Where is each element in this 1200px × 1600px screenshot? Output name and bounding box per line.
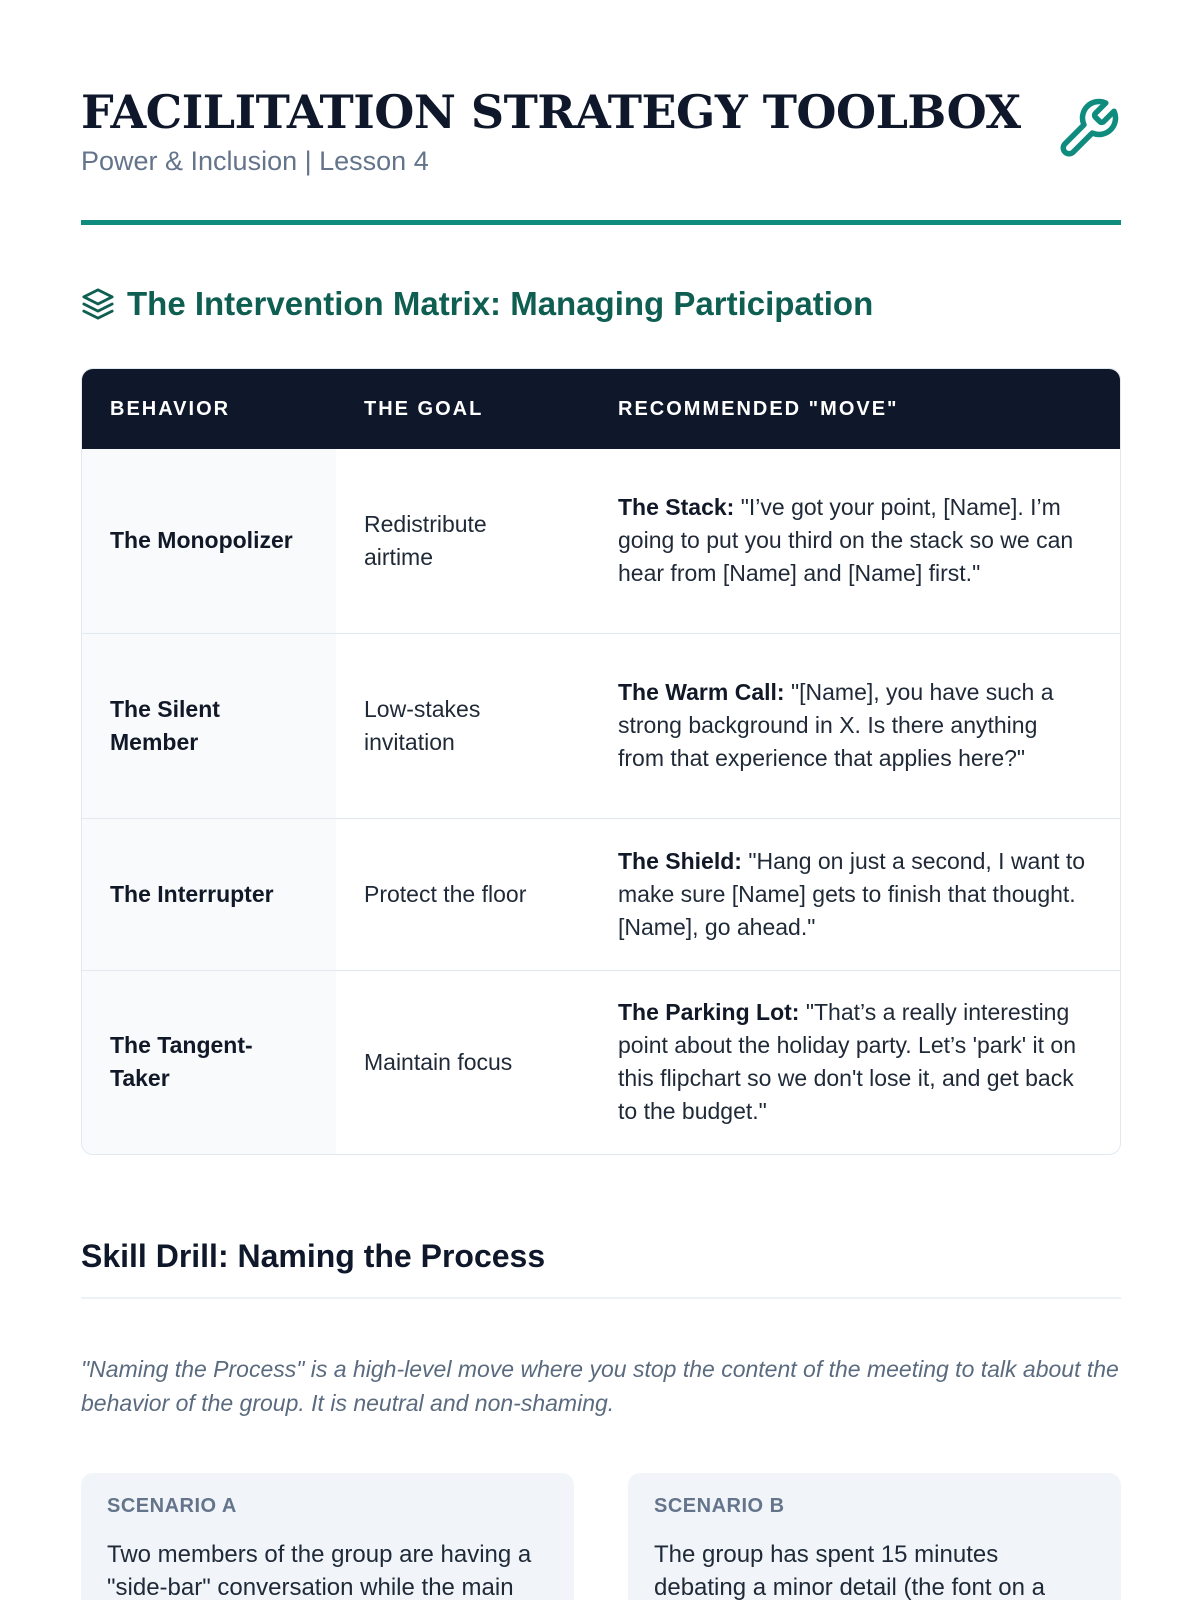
page-header bbox=[81, 86, 1121, 226]
behavior-cell: The Tangent-Taker bbox=[82, 970, 336, 1154]
move-text: "That’s a really interesting point about the holiday party. Let’s 'park' it on this flipchart so we don't lose it, and get back to the budget." bbox=[618, 999, 1077, 1125]
page-title: FACILITATION STRATEGY TOOLBOX bbox=[81, 85, 1021, 139]
scenario-label: SCENARIO B bbox=[654, 1495, 785, 1517]
move-cell bbox=[590, 970, 1121, 1154]
layers-icon bbox=[81, 287, 115, 321]
goal-cell: Protect the floor bbox=[336, 818, 590, 970]
scenario-text: Two members of the group are having a "side-bar" conversation while the main bbox=[107, 1541, 532, 1600]
behavior-cell: The Interrupter bbox=[82, 818, 336, 970]
scenario-text: The group has spent 15 minutes debating a minor detail (the font on a bbox=[654, 1541, 1045, 1600]
move-text: "I’ve got your point, [Name]. I’m going to put you third on the stack so we can hear from [Name] and [Name] first." bbox=[618, 494, 1074, 587]
matrix-section-heading bbox=[81, 282, 873, 326]
intervention-matrix-table bbox=[81, 368, 1121, 1155]
column-header-move: RECOMMENDED "MOVE" bbox=[590, 369, 1121, 449]
move-cell bbox=[590, 449, 1121, 633]
drill-divider bbox=[81, 1297, 1121, 1299]
scenario-card-b bbox=[628, 1473, 1121, 1600]
table-row bbox=[82, 633, 1121, 818]
header-divider bbox=[81, 220, 1121, 225]
page-subtitle: Power & Inclusion | Lesson 4 bbox=[81, 146, 429, 176]
move-text: "Hang on just a second, I want to make sure [Name] gets to finish that thought. [Name], go ahead." bbox=[618, 847, 1086, 940]
column-header-behavior: BEHAVIOR bbox=[82, 369, 336, 449]
scenario-label: SCENARIO A bbox=[107, 1495, 237, 1517]
move-cell bbox=[590, 633, 1121, 818]
move-cell bbox=[590, 818, 1121, 970]
move-name: The Shield: bbox=[618, 847, 742, 874]
move-name: The Warm Call: bbox=[618, 679, 785, 705]
behavior-cell: The Monopolizer bbox=[82, 449, 336, 633]
goal-cell: Redistribute airtime bbox=[364, 510, 487, 570]
table-row bbox=[82, 818, 1121, 970]
move-text: "[Name], you have such a strong background in X. Is there anything from that experience that applies here?" bbox=[618, 679, 1054, 771]
scenario-card-a bbox=[81, 1473, 574, 1600]
move-name: The Stack: bbox=[618, 494, 735, 521]
table-row bbox=[82, 970, 1121, 1154]
table-row bbox=[82, 449, 1121, 633]
column-header-goal: THE GOAL bbox=[336, 369, 590, 449]
drill-section-title: Skill Drill: Naming the Process bbox=[81, 1238, 546, 1274]
wrench-icon bbox=[1055, 96, 1121, 162]
goal-cell: Maintain focus bbox=[336, 970, 590, 1154]
drill-intro-text: "Naming the Process" is a high-level move where you stop the content of the meeting to talk about the behavior of the group. It is neutral and non-shaming. bbox=[81, 1356, 1119, 1416]
goal-cell: Low-stakes invitation bbox=[336, 633, 590, 818]
matrix-section-title: The Intervention Matrix: Managing Participation bbox=[127, 285, 874, 322]
move-name: The Parking Lot: bbox=[618, 999, 800, 1026]
behavior-cell: The Silent Member bbox=[82, 633, 336, 818]
table-header-row bbox=[82, 369, 1121, 449]
